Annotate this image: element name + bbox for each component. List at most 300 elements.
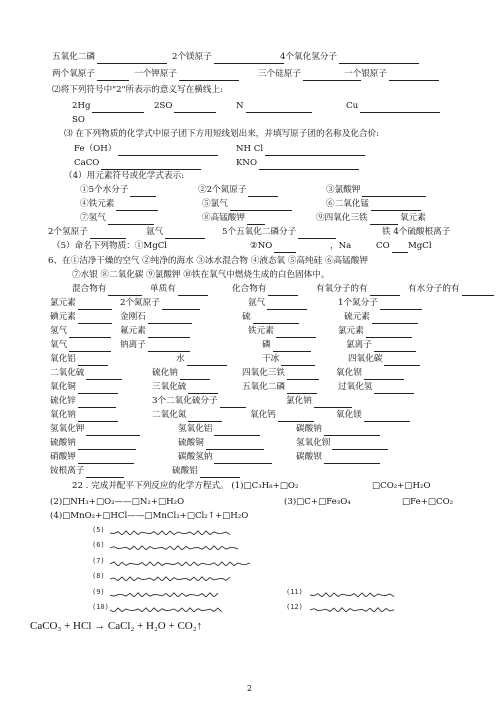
worksheet-line <box>0 114 499 127</box>
answer-blank[interactable] <box>86 468 124 478</box>
question-text: 硫酸铝 <box>172 466 198 476</box>
question-item <box>236 100 312 113</box>
worksheet-line <box>0 451 499 464</box>
question-item <box>134 68 239 81</box>
question-text: 氢氧化铝 <box>178 424 213 434</box>
question-item <box>120 297 200 310</box>
question-text: 铵根离子 <box>50 466 85 476</box>
question-text: 钠离子 <box>120 340 146 350</box>
answer-blank[interactable] <box>97 54 167 64</box>
question-item <box>296 451 380 464</box>
question-item <box>242 367 319 380</box>
answer-blank[interactable] <box>148 342 190 352</box>
answer-blank[interactable] <box>364 370 404 380</box>
question-item <box>64 170 184 183</box>
worksheet-line <box>0 325 499 338</box>
question-text: 碘元素 <box>50 312 76 322</box>
question-text: 有氧分子的有 <box>316 284 368 294</box>
answer-blank[interactable] <box>332 440 388 450</box>
handwritten-equation <box>0 603 499 615</box>
worksheet-line <box>0 496 499 509</box>
question-item <box>154 100 216 113</box>
question-item <box>248 325 316 338</box>
question-item <box>72 269 329 282</box>
question-text: 铁 4个硫酸根离子 <box>382 227 451 237</box>
worksheet-line <box>0 510 499 523</box>
answer-blank[interactable] <box>360 103 440 113</box>
final-equation: CaCO₃ + HCl → CaCl₂ + H₂O + CO₂↑ <box>30 620 203 632</box>
answer-blank[interactable] <box>374 384 414 394</box>
worksheet-line <box>0 339 499 352</box>
question-text: 二氧化硫 <box>50 368 85 378</box>
question-item <box>50 451 134 464</box>
answer-blank[interactable] <box>78 300 112 310</box>
worksheet-line <box>0 184 499 197</box>
question-item <box>262 339 311 352</box>
question-item <box>296 423 380 436</box>
question-item <box>338 325 412 338</box>
answer-blank[interactable] <box>462 286 494 296</box>
question-item <box>52 84 223 97</box>
question-item <box>50 339 111 352</box>
question-item <box>80 198 158 211</box>
question-item <box>48 255 368 268</box>
question-text: CO <box>376 241 390 251</box>
question-item <box>316 283 400 296</box>
answer-blank[interactable] <box>247 215 265 225</box>
question-item <box>48 226 126 239</box>
question-text: 氯化钠 <box>286 396 312 406</box>
worksheet-line <box>0 423 499 436</box>
question-item <box>120 325 190 338</box>
question-text: ②NO <box>250 241 273 251</box>
question-item <box>120 339 190 352</box>
answer-blank[interactable] <box>380 300 422 310</box>
question-text: 2个镁原子 <box>172 52 212 62</box>
question-text: 四氧化三铁 <box>242 368 285 378</box>
question-text: 氯元素 <box>338 326 364 336</box>
question-text: 硫元素 <box>344 312 370 322</box>
answer-blank[interactable] <box>178 286 208 296</box>
worksheet-line <box>0 240 499 253</box>
question-text: 氧化钡 <box>336 368 362 378</box>
question-text: 3个二氧化硫分子 <box>152 396 218 406</box>
question-text: N <box>236 101 244 111</box>
question-item <box>402 496 453 509</box>
question-item <box>52 51 167 64</box>
worksheet-line <box>0 100 499 113</box>
answer-blank[interactable] <box>78 398 116 408</box>
question-text: 五氧化二磷 <box>52 52 95 62</box>
answer-blank[interactable] <box>278 412 314 422</box>
question-item <box>50 325 111 338</box>
worksheet-line <box>0 283 499 296</box>
question-item <box>198 184 278 197</box>
equation-number: (5) <box>92 526 105 534</box>
answer-blank[interactable] <box>372 314 418 324</box>
worksheet-line <box>0 157 499 170</box>
handwritten-equation <box>0 557 499 569</box>
question-text: 四氧化碳 <box>348 354 383 364</box>
question-item <box>372 480 431 493</box>
worksheet-line <box>0 395 499 408</box>
question-item <box>152 409 222 422</box>
answer-blank[interactable] <box>179 71 239 81</box>
answer-blank[interactable] <box>78 454 134 464</box>
answer-blank[interactable] <box>180 370 210 380</box>
question-item <box>178 423 260 436</box>
question-text: (3)□C+□Fe₃O₄ <box>284 497 351 507</box>
question-text: 硝酸钾 <box>50 452 76 462</box>
question-text: 有水分子的有 <box>408 284 460 294</box>
answer-blank[interactable] <box>276 328 316 338</box>
answer-blank[interactable] <box>314 398 352 408</box>
question-item <box>178 437 264 450</box>
question-text: 氧化钙 <box>250 410 276 420</box>
question-item <box>178 451 272 464</box>
question-item <box>172 465 240 478</box>
answer-blank[interactable] <box>214 454 272 464</box>
answer-blank[interactable] <box>384 356 420 366</box>
question-item <box>50 510 248 523</box>
answer-blank[interactable] <box>69 342 111 352</box>
question-item <box>176 353 227 366</box>
handwriting-scribble <box>110 529 230 535</box>
worksheet-line <box>0 84 499 97</box>
answer-blank[interactable] <box>246 103 312 113</box>
question-text: 氧元素 <box>400 213 426 223</box>
answer-blank[interactable] <box>371 201 421 211</box>
answer-blank[interactable] <box>370 286 400 296</box>
question-text: ⑥二氧化锰 <box>326 199 369 209</box>
answer-blank[interactable] <box>339 54 419 64</box>
worksheet-line <box>0 381 499 394</box>
question-text: 碳酸钡 <box>296 452 322 462</box>
answer-blank[interactable] <box>366 328 412 338</box>
question-text: 2SO <box>154 101 173 111</box>
question-text: 混合物有 <box>72 284 107 294</box>
question-text: 氧气 <box>50 340 68 350</box>
answer-blank[interactable] <box>324 454 380 464</box>
handwritten-equation <box>0 588 499 600</box>
answer-blank[interactable] <box>206 440 264 450</box>
question-text: (4)□MnO₂+□HCl——□MnCl₂+□Cl₂↑+□H₂O <box>50 511 249 521</box>
answer-blank[interactable] <box>214 54 284 64</box>
question-item <box>346 100 440 113</box>
question-item <box>280 51 419 64</box>
answer-blank[interactable] <box>287 370 319 380</box>
question-text: 1个氮分子 <box>338 298 378 308</box>
equation-number: (9) <box>92 588 105 596</box>
question-text: 氯元素 <box>50 298 76 308</box>
question-item <box>284 496 351 509</box>
question-item <box>150 283 208 296</box>
answer-blank[interactable] <box>273 342 311 352</box>
question-item <box>72 100 144 113</box>
equation-number: (7) <box>92 557 105 565</box>
question-text: 氯离子 <box>346 340 372 350</box>
answer-blank[interactable] <box>118 146 218 156</box>
question-text: 化合物有 <box>232 284 267 294</box>
question-text: MgCl <box>408 241 432 251</box>
worksheet-line <box>0 409 499 422</box>
question-text: (2)□NH₃+□O₂——□N₂+□H₂O <box>50 497 185 507</box>
equation-number: (10) <box>92 603 109 611</box>
answer-blank[interactable] <box>287 384 317 394</box>
question-text: ④铁元素 <box>80 199 115 209</box>
answer-blank[interactable] <box>90 229 126 239</box>
answer-blank[interactable] <box>165 229 205 239</box>
question-item <box>50 409 118 422</box>
question-item <box>326 198 421 211</box>
question-text: ⑵将下列符号中"2"所表示的意义写在横线上: <box>52 85 223 95</box>
question-text: NH Cl <box>236 144 264 154</box>
question-item <box>52 240 167 253</box>
question-text: 硫 <box>242 312 251 322</box>
question-item <box>250 240 296 253</box>
page-number: 2 <box>246 684 253 693</box>
answer-blank[interactable] <box>298 229 336 239</box>
question-item <box>336 409 410 422</box>
question-item <box>376 240 408 253</box>
question-item <box>250 409 314 422</box>
answer-blank[interactable] <box>265 146 365 156</box>
question-item <box>72 114 85 127</box>
question-text: 两个氧原子 <box>52 69 95 79</box>
question-item <box>222 226 336 239</box>
answer-blank[interactable] <box>187 356 227 366</box>
worksheet-line <box>0 269 499 282</box>
question-text: □Fe+□CO₂ <box>402 497 454 507</box>
question-item <box>408 283 494 296</box>
question-text: 氟元素 <box>120 326 146 336</box>
answer-blank[interactable] <box>188 412 222 422</box>
question-item <box>72 480 298 493</box>
question-item <box>50 423 140 436</box>
question-item <box>344 68 439 81</box>
question-text: 干冰 <box>262 354 280 364</box>
question-text: 氧化钠 <box>50 410 76 420</box>
question-text: ⑧高锰酸钾 <box>202 213 245 223</box>
question-text: 三氧化硫 <box>152 382 187 392</box>
question-item <box>120 311 192 324</box>
answer-blank[interactable] <box>116 201 158 211</box>
question-item <box>262 353 315 366</box>
worksheet-line <box>0 255 499 268</box>
question-text: 5个五氧化二磷分子 <box>222 227 297 237</box>
question-item <box>74 157 201 170</box>
answer-blank[interactable] <box>188 384 218 394</box>
question-text: 2个氢原子 <box>48 227 88 237</box>
question-item <box>316 212 398 225</box>
question-item <box>338 381 414 394</box>
question-text: （4）用元素符号或化学式表示: <box>64 171 185 181</box>
question-item <box>50 367 122 380</box>
question-text: 4个氧化氢分子 <box>280 52 338 62</box>
question-item <box>248 297 307 310</box>
question-item <box>52 68 129 81</box>
question-item <box>242 381 317 394</box>
worksheet-line <box>0 367 499 380</box>
question-text: （5）命名下列物质：①MgCl <box>52 241 168 251</box>
question-text: 三个硅原子 <box>258 69 301 79</box>
answer-blank[interactable] <box>253 314 299 324</box>
answer-blank[interactable] <box>364 412 410 422</box>
question-item <box>50 311 112 324</box>
question-text: ⑶ 在下列物质的化学式中原子团下方用短线划出来，并填写原子团的名称及化合价: <box>64 129 380 139</box>
question-item <box>232 283 298 296</box>
equation-number: (8) <box>92 572 105 580</box>
question-text: 氢氧化钡 <box>296 438 331 448</box>
answer-blank[interactable] <box>370 215 398 225</box>
question-text: 氢氧化钾 <box>50 424 85 434</box>
question-item <box>50 496 184 509</box>
question-text: 氧化铝 <box>50 354 76 364</box>
question-item <box>50 297 112 310</box>
answer-blank[interactable] <box>214 426 260 436</box>
handwriting-scribble <box>310 591 396 597</box>
question-item <box>242 311 299 324</box>
worksheet-line <box>0 68 499 81</box>
answer-blank[interactable] <box>362 187 426 197</box>
handwritten-equation <box>0 572 499 584</box>
question-text: 铁元素 <box>248 326 274 336</box>
question-item <box>338 297 422 310</box>
question-item <box>202 198 292 211</box>
worksheet-line <box>0 212 499 225</box>
answer-blank[interactable] <box>162 300 200 310</box>
worksheet-line <box>0 143 499 156</box>
question-item <box>408 240 432 253</box>
handwriting-scribble <box>110 575 232 581</box>
answer-blank[interactable] <box>69 328 111 338</box>
answer-blank[interactable] <box>374 342 416 352</box>
answer-blank[interactable] <box>200 468 240 478</box>
question-text: 金刚石 <box>120 312 146 322</box>
equation-number: (12) <box>286 603 303 611</box>
question-item <box>50 395 116 408</box>
question-text: Cu <box>346 101 359 111</box>
answer-blank[interactable] <box>220 398 246 408</box>
question-text: 硫酸钠 <box>50 438 76 448</box>
handwriting-scribble <box>110 544 240 550</box>
answer-blank[interactable] <box>78 356 108 366</box>
question-text: 硫化锌 <box>50 396 76 406</box>
question-text: ⑦水银 ⑧二氧化碳 ⑨氯酸钾 ⑩铁在氧气中燃烧生成的白色固体中。 <box>72 270 330 280</box>
answer-blank[interactable] <box>389 71 439 81</box>
answer-blank[interactable] <box>230 201 292 211</box>
worksheet-line <box>0 198 499 211</box>
question-text: ①5个水分子 <box>80 185 129 195</box>
worksheet-line <box>0 353 499 366</box>
answer-blank[interactable] <box>78 384 118 394</box>
answer-blank[interactable] <box>78 440 136 450</box>
question-item <box>326 184 426 197</box>
question-item <box>344 311 418 324</box>
question-text: 氧化镁 <box>336 410 362 420</box>
answer-blank[interactable] <box>148 328 190 338</box>
question-text: 2个氮原子 <box>120 298 160 308</box>
question-item <box>296 437 388 450</box>
answer-blank[interactable] <box>324 426 380 436</box>
handwritten-equation <box>0 526 499 538</box>
question-item <box>152 395 246 408</box>
answer-blank[interactable] <box>78 314 112 324</box>
question-item <box>346 339 416 352</box>
question-text: ⑦氢气 <box>80 213 106 223</box>
question-text: 五氧化二磷 <box>242 382 285 392</box>
answer-blank[interactable] <box>86 370 122 380</box>
answer-blank[interactable] <box>274 243 296 253</box>
question-item <box>146 226 205 239</box>
answer-blank[interactable] <box>97 71 129 81</box>
question-item <box>330 240 351 253</box>
handwriting-scribble <box>110 560 250 566</box>
worksheet-line <box>0 128 499 141</box>
answer-blank[interactable] <box>101 160 201 170</box>
handwriting-scribble <box>310 606 396 612</box>
question-text: SO <box>72 115 85 125</box>
question-text: 2Hg <box>72 101 91 111</box>
question-text: 二氧化氮 <box>152 410 187 420</box>
answer-blank[interactable] <box>248 187 278 197</box>
answer-blank[interactable] <box>108 215 154 225</box>
answer-blank[interactable] <box>78 412 118 422</box>
worksheet-line <box>0 51 499 64</box>
answer-blank[interactable] <box>174 103 216 113</box>
question-text: ③氯酸钾 <box>326 185 361 195</box>
question-text: 氢气 <box>50 326 68 336</box>
question-item <box>152 381 218 394</box>
answer-blank[interactable] <box>259 160 359 170</box>
question-text: ，Na <box>330 241 352 251</box>
question-item <box>80 212 154 225</box>
answer-blank[interactable] <box>92 103 144 113</box>
worksheet-line <box>0 226 499 239</box>
answer-blank[interactable] <box>130 187 156 197</box>
question-item <box>400 212 426 225</box>
question-text: □CO₂+□H₂O <box>372 481 431 491</box>
worksheet-line <box>0 170 499 183</box>
question-item <box>172 51 284 64</box>
question-item <box>74 143 218 156</box>
question-item <box>236 143 365 156</box>
answer-blank[interactable] <box>267 300 307 310</box>
answer-blank[interactable] <box>108 286 142 296</box>
answer-blank[interactable] <box>86 426 140 436</box>
question-item <box>336 367 404 380</box>
question-text: ⑨四氧化三铁 <box>316 213 368 223</box>
question-item <box>286 395 352 408</box>
worksheet-line <box>0 437 499 450</box>
question-text: 水 <box>176 354 185 364</box>
question-item <box>50 381 118 394</box>
question-text: 硫化钠 <box>152 368 178 378</box>
question-item <box>348 353 420 366</box>
question-item <box>72 283 142 296</box>
answer-blank[interactable] <box>392 243 408 253</box>
equation-number: (6) <box>92 541 105 549</box>
question-item <box>236 157 359 170</box>
question-text: 硫酸铜 <box>178 438 204 448</box>
answer-blank[interactable] <box>281 356 315 366</box>
answer-blank[interactable] <box>148 314 192 324</box>
question-item <box>50 353 108 366</box>
answer-blank[interactable] <box>268 286 298 296</box>
question-text: 单质有 <box>150 284 176 294</box>
question-item <box>80 184 156 197</box>
question-item <box>152 367 210 380</box>
